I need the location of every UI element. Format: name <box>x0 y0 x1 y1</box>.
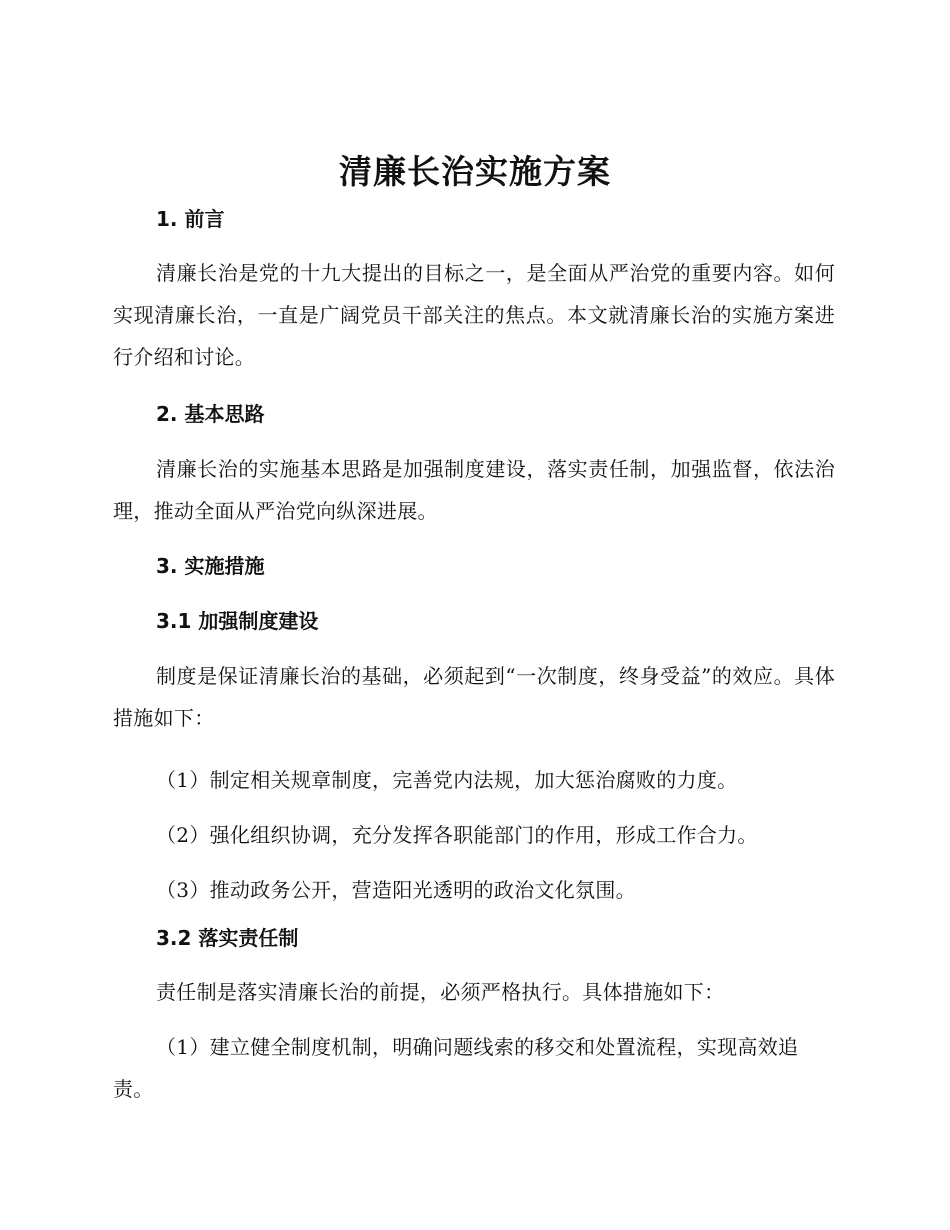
institution-paragraph: 制度是保证清廉长治的基础，必须起到“一次制度，终身受益”的效应。具体措施如下： <box>113 664 835 730</box>
subsection-heading-institution: 3.1 加强制度建设 <box>156 609 319 633</box>
responsibility-item-1: （1）建立健全制度机制，明确问题线索的移交和处置流程，实现高效追责。 <box>113 1035 799 1101</box>
basic-approach-paragraph: 清廉长治的实施基本思路是加强制度建设，落实责任制，加强监督，依法治理，推动全面从严治党向纵深进展。 <box>113 457 835 523</box>
section-heading-basic-approach: 2. 基本思路 <box>156 402 265 426</box>
section-heading-measures: 3. 实施措施 <box>156 554 265 578</box>
preface-paragraph: 清廉长治是党的十九大提出的目标之一，是全面从严治党的重要内容。如何实现清廉长治，一直是广阔党员干部关注的焦点。本文就清廉长治的实施方案进行介绍和讨论。 <box>113 261 835 369</box>
institution-item-1: （1）制定相关规章制度，完善党内法规，加大惩治腐败的力度。 <box>156 768 738 792</box>
institution-item-2: （2）强化组织协调，充分发挥各职能部门的作用，形成工作合力。 <box>156 823 758 847</box>
subsection-heading-responsibility: 3.2 落实责任制 <box>156 926 299 950</box>
institution-item-3: （3）推动政务公开，营造阳光透明的政治文化氛围。 <box>156 878 636 902</box>
responsibility-paragraph: 责任制是落实清廉长治的前提，必须严格执行。具体措施如下： <box>156 980 725 1004</box>
document-title: 清廉长治实施方案 <box>339 152 611 191</box>
section-heading-preface: 1. 前言 <box>156 207 225 231</box>
